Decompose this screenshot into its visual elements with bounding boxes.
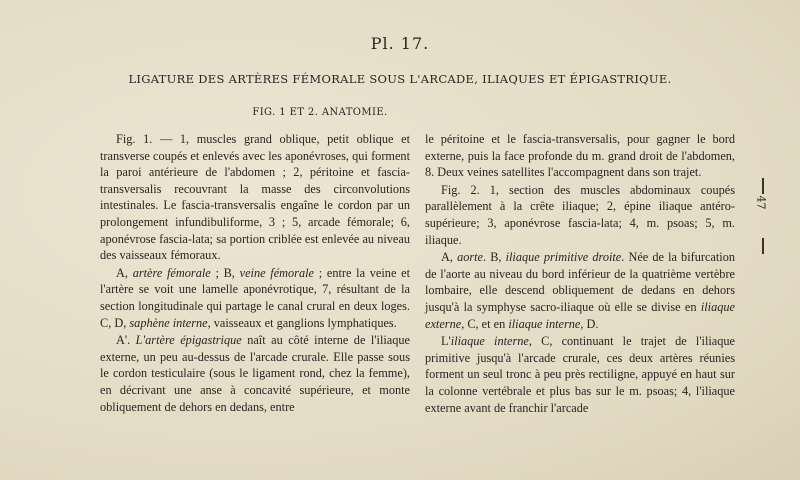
italic-term: veine fémorale: [239, 265, 314, 280]
text-run: A,: [441, 250, 458, 265]
left-column: [100, 131, 410, 415]
text-run: , C, et en: [461, 316, 509, 331]
side-page-number: 47: [754, 195, 768, 210]
italic-term: iliaque interne: [508, 316, 581, 331]
italic-term: iliaque interne: [450, 334, 529, 349]
text-run: A'.: [116, 333, 136, 348]
text-run: , vaisseaux et ganglions lymphatiques.: [207, 315, 397, 330]
margin-tick-top: [762, 178, 764, 194]
left-paragraph-3: [100, 332, 410, 415]
text-run: ; entre la veine et l'artère se voit une lamelle aponévrotique, 7, résultant de la section longitudinale qui partage le canal crural en deux loges. C, D,: [100, 265, 411, 330]
text-run: naît au côté interne de l'iliaque externe, un peu au-dessus de l'arcade crurale. Elle passe sous le cordon testiculaire (sous le ligament rond, chez la femme), en décrivant une anse à concavité supérieure, et monte obliquement de dehors en dedans, entre: [100, 333, 410, 414]
italic-term: artère fémorale: [132, 265, 211, 280]
margin-tick-bottom: [762, 238, 764, 254]
right-paragraph-3: [425, 249, 735, 332]
text-run: , D.: [580, 316, 599, 331]
text-run: L': [441, 334, 451, 349]
italic-term: iliaque primitive droite: [505, 250, 622, 265]
right-column: [425, 131, 735, 416]
italic-term: saphène interne: [129, 315, 208, 330]
text-run: A,: [116, 265, 133, 280]
italic-term: iliaque externe: [425, 299, 735, 331]
text-run: . Née de la bifurcation de l'aorte au niveau du bord inférieur de la quatrième vertèbre lombaire, elle descend obliquement de dedans en dehors jusqu'à la symphyse sacro-iliaque où elle se divise en: [425, 250, 735, 314]
right-paragraph-1: le péritoine et le fascia-transversalis, pour gagner le bord externe, puis la face profonde du m. grand droit de l'abdomen, 8. Deux veines satellites l'accompagnent dans son trajet.: [425, 132, 735, 180]
text-run: , C, continuant le trajet de l'iliaque primitive jusqu'à l'arcade crurale, ces deux artères réunies forment un seul tronc à peu près rectiligne, appuyé en haut sur la colonne vertébrale et plus bas sur le m. psoas; 4, l'iliaque externe avant de franchir l'arcade: [425, 334, 735, 415]
left-paragraph-1: Fig. 1. — 1, muscles grand oblique, petit oblique et transverse coupés et enlevés avec les aponévroses, qui forment la paroi antérieure de l'abdomen ; 2, péritoine et fascia-transversalis recouvrant la masse des circonvolutions intestinales. Le fascia-transversalis engaîne le cordon par un prolongement infundibuliforme, 3 ; 5, arcade fémorale; 6, aponévrose fascia-lata; sa portion criblée est enlevée au niveau des vaisseaux fémoraux.: [100, 132, 410, 263]
text-run: . B,: [483, 250, 506, 265]
left-paragraph-2: [100, 265, 410, 331]
figure-subtitle: FIG. 1 ET 2. ANATOMIE.: [252, 107, 388, 118]
plate-number: Pl. 17.: [370, 34, 430, 53]
right-paragraph-4: [425, 333, 735, 416]
right-paragraph-2: Fig. 2. 1, section des muscles abdominaux coupés parallèlement à la crête iliaque; 2, épine iliaque antéro-supérieure; 3, aponévrose fascia-lata; 4, m. psoas; 5, m. iliaque.: [425, 182, 735, 247]
page-title: LIGATURE DES ARTÈRES FÉMORALE SOUS L'ARCADE, ILIAQUES ET ÉPIGASTRIQUE.: [128, 72, 672, 86]
text-run: ; B,: [210, 265, 240, 280]
italic-term: aorte: [457, 250, 484, 265]
italic-term: L'artère épigastrique: [135, 333, 242, 348]
